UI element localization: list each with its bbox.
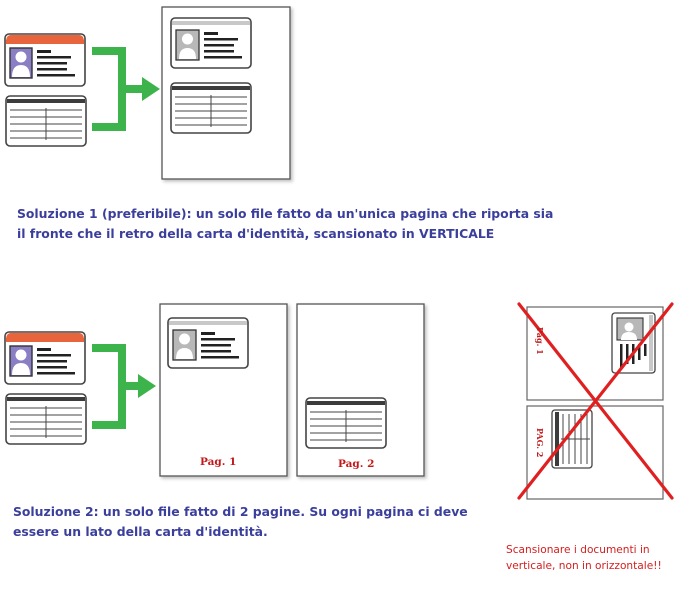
solution1-group (5, 7, 290, 179)
green-bracket-arrow-icon (92, 47, 160, 131)
landscape-page1-label: Pag. 1 (535, 327, 545, 355)
solution2-caption-line2: essere un lato della carta d'identità. (13, 524, 268, 539)
page-card-back (171, 83, 251, 133)
id-card-front-icon (5, 34, 85, 86)
solution1-caption-line1: Soluzione 1 (preferibile): un solo file fatto da un'unica pagina che riporta sia (17, 206, 554, 221)
warning-line2: verticale, non in orizzontale!! (506, 560, 662, 572)
page-card-front (171, 18, 251, 68)
rotated-card-back (552, 410, 592, 468)
id-card-front-icon (5, 332, 85, 384)
solution2-group (5, 304, 424, 476)
page-2 (297, 304, 424, 476)
page2-label: Pag. 2 (338, 458, 375, 470)
id-card-back-icon (6, 96, 86, 146)
warning-line1: Scansionare i documenti in (506, 544, 650, 556)
page1-card-front (168, 318, 248, 368)
rotated-card-front (612, 313, 655, 373)
green-bracket-arrow-icon (92, 344, 156, 429)
landscape-page2-label: PAG. 2 (535, 428, 545, 458)
landscape-page-2 (527, 406, 663, 499)
solution2-caption-line1: Soluzione 2: un solo file fatto di 2 pagine. Su ogni pagina ci deve (13, 504, 468, 519)
id-card-back-icon (6, 394, 86, 444)
page2-card-back (306, 398, 386, 448)
solution1-caption-line2: il fronte che il retro della carta d'identità, scansionato in VERTICALE (17, 226, 495, 241)
page1-label: Pag. 1 (200, 456, 237, 468)
